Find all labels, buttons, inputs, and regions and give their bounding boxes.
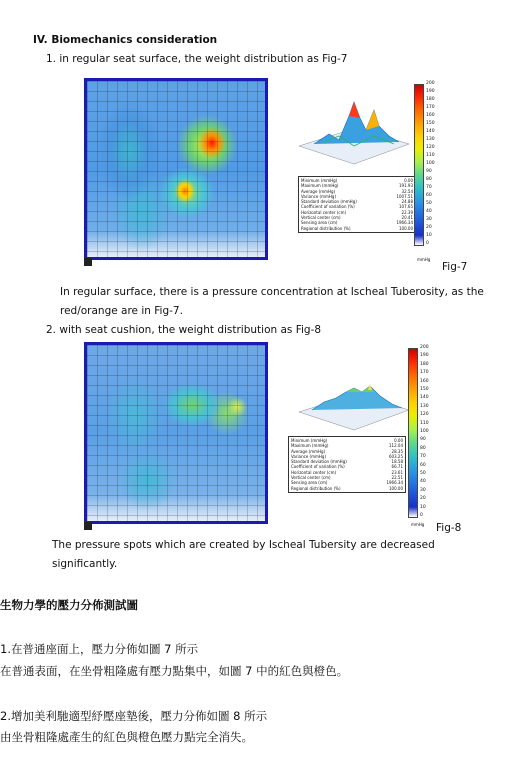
chinese-paragraph-1-line-1: 1.在普通座面上，壓力分佈如圖 7 所示 (0, 642, 199, 656)
section-heading: IV. Biomechanics consideration (33, 34, 218, 46)
colorbar-tick: 140 (420, 395, 429, 401)
figure-8-colorbar (408, 348, 418, 518)
stats-value: 28.35 (391, 448, 403, 454)
figure-8 (84, 342, 444, 532)
colorbar-tick: 190 (426, 89, 435, 94)
colorbar-tick: 10 (426, 233, 432, 238)
chinese-paragraph-1-line-2: 在普通表面，在坐骨粗隆處有壓力點集中，如圖 7 中的紅色與橙色。 (0, 664, 349, 678)
stats-value: 0.00 (404, 178, 413, 183)
stats-label: Minimum (mmHg) (301, 178, 338, 183)
colorbar-tick: 200 (426, 81, 435, 86)
colorbar-tick: 30 (426, 217, 432, 222)
stats-value: 100.00 (399, 225, 413, 231)
paragraph-1-line-1: In regular surface, there is a pressure concentration at Ischeal Tuberosity, as the (60, 286, 484, 298)
stats-label: Variance (mmHg) (301, 193, 337, 199)
colorbar-tick: 180 (426, 97, 435, 102)
stats-label: Sensing area (cm) (291, 480, 328, 486)
stats-value: 603.25 (389, 453, 403, 459)
stats-row (301, 226, 413, 231)
stats-label: Standard deviation (mmHg) (291, 459, 347, 465)
colorbar-tick: 70 (426, 185, 432, 190)
figure-7-stats-table (298, 176, 416, 233)
colorbar-tick: 50 (426, 201, 432, 206)
stats-label: Vertical center (cm) (301, 215, 341, 221)
colorbar-tick: 40 (420, 479, 426, 485)
stats-value: 22.39 (401, 209, 413, 215)
colorbar-tick: 100 (420, 429, 429, 434)
colorbar-tick: 60 (426, 193, 432, 198)
figure-8-stats-table (288, 436, 406, 493)
chinese-paragraph-2-line-1: 2.增加美利馳適型紓壓座墊後，壓力分佈如圖 8 所示 (0, 709, 268, 723)
colorbar-tick: 20 (420, 496, 426, 502)
colorbar-tick: 100 (426, 161, 435, 166)
colorbar-tick: 10 (420, 504, 426, 510)
stats-label: Coefficient of variation (%) (301, 204, 355, 210)
stats-value: 107.65 (399, 204, 413, 210)
stats-label: Average (mmHg) (301, 188, 336, 194)
colorbar-tick: 160 (420, 378, 429, 384)
fig-7-caption: Fig-7 (442, 261, 468, 273)
colorbar-tick: 40 (426, 209, 432, 214)
colorbar-tick: 20 (426, 225, 432, 230)
stats-value: 100.00 (389, 485, 403, 491)
colorbar-tick: 140 (426, 129, 435, 134)
stats-label: Vertical center (cm) (291, 475, 331, 481)
stats-value: 23.61 (391, 469, 403, 475)
colorbar-tick: 30 (420, 487, 426, 493)
stats-label: Horizontal center (cm) (301, 209, 347, 215)
paragraph-1-line-2: red/orange are in Fig-7. (60, 305, 183, 317)
stats-value: 191.93 (399, 183, 413, 189)
stats-label: Maximum (mmHg) (301, 183, 339, 189)
stats-label: Minimum (mmHg) (291, 438, 328, 443)
figure-7-3d-plot (294, 96, 414, 166)
stats-value: 24.88 (401, 199, 413, 205)
colorbar-tick: 0 (420, 513, 423, 518)
colorbar-tick: 170 (420, 370, 429, 376)
colorbar-tick: 150 (420, 387, 429, 392)
stats-value: 1007.51 (396, 193, 413, 199)
colorbar-tick: 170 (426, 105, 435, 110)
stats-label: Maximum (mmHg) (291, 443, 329, 449)
stats-label: Variance (mmHg) (291, 453, 327, 459)
colorbar-tick: 60 (420, 462, 426, 468)
stats-value: 66.71 (391, 464, 403, 470)
paragraph-2-line-1: The pressure spots which are created by Ischeal Tubersity are decreased (52, 539, 435, 551)
colorbar-tick: 200 (420, 345, 429, 350)
stats-value: 32.54 (401, 188, 413, 194)
colorbar-tick: 50 (420, 471, 426, 476)
stats-value: 0.00 (394, 438, 403, 443)
colorbar-tick: 80 (420, 445, 426, 451)
stats-label: Regional distribution (%) (301, 225, 351, 231)
figure-8-scale-marker (84, 522, 92, 530)
colorbar-tick: 90 (420, 437, 426, 443)
stats-value: 1966.34 (386, 480, 403, 486)
figure-7-unit: mmHg (417, 257, 431, 262)
stats-label: Horizontal center (cm) (291, 469, 337, 475)
pressure-map-fig7 (84, 78, 268, 260)
chinese-title: 生物力學的壓力分佈測試圖 (0, 598, 138, 612)
colorbar-tick: 110 (420, 420, 429, 426)
chinese-paragraph-2-line-2: 由坐骨粗隆處產生的紅色與橙色壓力點完全消失。 (0, 730, 253, 744)
stats-value: 22.51 (391, 475, 403, 481)
colorbar-tick: 120 (426, 145, 435, 150)
stats-label: Coefficient of variation (%) (291, 464, 345, 470)
colorbar-tick: 130 (420, 403, 429, 409)
colorbar-tick: 90 (426, 169, 432, 174)
colorbar-tick: 150 (426, 121, 435, 126)
pressure-map-fig8 (84, 342, 268, 524)
colorbar-tick: 130 (426, 137, 435, 142)
colorbar-tick: 110 (426, 153, 435, 158)
figure-8-3d-plot (294, 362, 414, 432)
figure-8-unit: mmHg (411, 522, 425, 527)
colorbar-tick: 0 (426, 241, 429, 246)
colorbar-tick: 80 (426, 177, 432, 182)
stats-value: 20.41 (401, 215, 413, 221)
stats-label: Regional distribution (%) (291, 485, 341, 491)
colorbar-tick: 70 (420, 454, 426, 460)
stats-label: Sensing area (cm) (301, 220, 338, 226)
figure-7 (84, 78, 444, 268)
stats-label: Average (mmHg) (291, 448, 326, 454)
stats-value: 1966.34 (396, 220, 413, 226)
item-2-text: 2. with seat cushion, the weight distribution as Fig-8 (46, 324, 322, 336)
stats-row (291, 486, 403, 491)
figure-7-colorbar (414, 84, 424, 246)
colorbar-tick: 190 (420, 353, 429, 359)
stats-label: Standard deviation (mmHg) (301, 199, 357, 205)
paragraph-2-line-2: significantly. (52, 558, 118, 570)
item-1-text: 1. in regular seat surface, the weight distribution as Fig-7 (46, 53, 348, 65)
stats-value: 18.58 (391, 459, 403, 465)
colorbar-tick: 180 (420, 361, 429, 367)
colorbar-tick: 160 (426, 113, 435, 118)
colorbar-tick: 120 (420, 412, 429, 418)
stats-value: 112.04 (389, 443, 403, 449)
figure-7-scale-marker (84, 258, 92, 266)
fig-8-caption: Fig-8 (436, 522, 462, 534)
